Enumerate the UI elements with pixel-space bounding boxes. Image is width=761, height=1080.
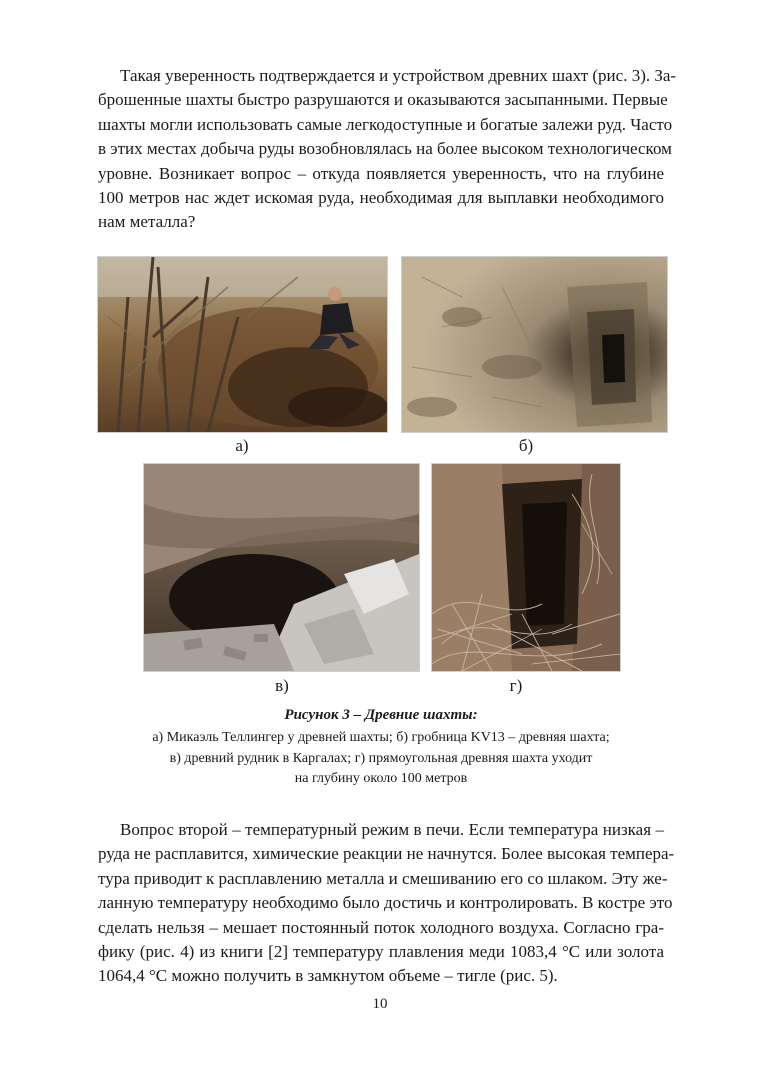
- photo-tellinger-shaft: [97, 256, 388, 433]
- photo-kv13-tomb: [401, 256, 668, 433]
- caption-line: а) Микаэль Теллингер у древней шахты; б) гробница KV13 – древняя шахта;: [152, 730, 610, 745]
- paragraph-line: ланную температуру необходимо было достичь и контролировать. В костре это: [98, 893, 673, 913]
- paragraph-line: 1064,4 °C можно получить в замкнутом объеме – тигле (рис. 5).: [98, 966, 558, 986]
- paragraph-line: 100 метров нас ждет искомая руда, необходимая для выплавки необходимого: [98, 188, 664, 208]
- figure-label-a: а): [235, 436, 249, 455]
- caption-line: на глубину около 100 метров: [294, 771, 468, 786]
- paragraph-line: брошенные шахты быстро разрушаются и оказываются засыпанными. Первые: [98, 90, 668, 110]
- photo-kargaly-mine: [143, 463, 420, 672]
- page-number: 10: [372, 996, 388, 1012]
- paragraph-line: руда не расплавится, химические реакции не начнутся. Более высокая темпера-: [98, 844, 675, 864]
- paragraph-temperature: [98, 818, 675, 989]
- figure-label-d: г): [509, 676, 523, 695]
- paragraph-line: Вопрос второй – температурный режим в печи. Если температура низкая –: [120, 820, 664, 839]
- paragraph-line: сделать нельзя – мешает постоянный поток холодного воздуха. Согласно гра-: [98, 917, 664, 937]
- paragraph-line: шахты могли использовать самые легкодоступные и богатые залежи руд. Часто: [98, 114, 673, 134]
- figure-label-c: в): [275, 676, 289, 695]
- paragraph-line: фику (рис. 4) из книги [2] температуру плавления меди 1083,4 °C или золота: [98, 942, 664, 962]
- caption-line: в) древний рудник в Каргалах; г) прямоугольная древняя шахта уходит: [169, 750, 593, 766]
- paragraph-intro: [98, 64, 677, 235]
- paragraph-line: тура приводит к расплавлению металла и смешиванию его со шлаком. Эту же-: [98, 868, 668, 888]
- paragraph-line: в этих местах добыча руды возобновлялась на более высоком технологическом: [98, 139, 672, 159]
- paragraph-line: уровне. Возникает вопрос – откуда появляется уверенность, что на глубине: [98, 163, 664, 183]
- paragraph-line: Такая уверенность подтверждается и устройством древних шахт (рис. 3). За-: [120, 66, 677, 85]
- photo-rectangular-shaft: [431, 463, 621, 672]
- paragraph-line: нам металла?: [98, 212, 196, 232]
- figure-label-b: б): [518, 436, 534, 455]
- figure-caption-title: Рисунок 3 – Древние шахты:: [284, 707, 478, 723]
- figure-caption: [98, 728, 664, 790]
